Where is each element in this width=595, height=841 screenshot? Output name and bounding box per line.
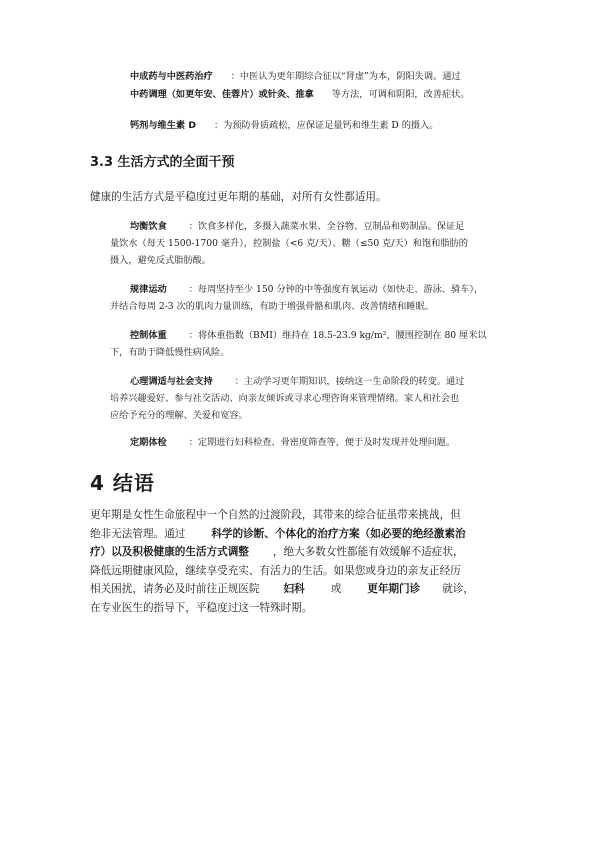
conclusion-text: 绝非无法管理。通过: [90, 527, 186, 540]
weight-label: 控制体重: [130, 330, 167, 341]
conclusion-bold-2: 疗）以及积极健康的生活方式调整: [90, 546, 249, 558]
exercise-line-1: ：每周坚持至少 150 分钟的中等强度有氧运动（如快走、游泳、骑车），: [188, 284, 484, 295]
psych-item: [110, 373, 510, 424]
tcm-item-cont: [130, 86, 470, 103]
section-intro: 健康的生活方式是平稳度过更年期的基础，对所有女性都适用。: [90, 191, 387, 203]
weight-item: [110, 327, 510, 361]
conclusion-line-4: 降低远期健康风险，继续享受充实、有活力的生活。如果您或身边的亲友正经历: [90, 564, 461, 577]
tcm-label: 中成药与中医药治疗: [130, 71, 213, 82]
diet-line-3: 摄入，避免反式脂肪酸。: [110, 255, 212, 266]
diet-label: 均衡饮食: [130, 221, 167, 232]
diet-line-1: ：饮食多样化，多摄入蔬菜水果、全谷物、豆制品和奶制品。保证足: [188, 221, 465, 232]
tcm-item: [130, 68, 461, 85]
conclusion-line-3: [90, 543, 520, 562]
dept-gynecology: 妇科: [283, 583, 305, 595]
diet-item: [110, 218, 510, 269]
calcium-item: [130, 117, 438, 134]
conclusion-bold-1: 科学的诊断、个体化的治疗方案（如必要的绝经激素治: [211, 527, 466, 540]
diet-line-2: 量饮水（每天 1500-1700 毫升），控制盐（<6 克/天）、糖（≤50 克/天）和饱和脂肪的: [110, 238, 468, 249]
calcium-label: 钙剂与维生素 D: [130, 120, 196, 131]
tcm-text: ：中医认为更年期综合征以“肾虚”为本，阴阳失调。通过: [230, 71, 461, 82]
checkup-item: [110, 434, 530, 451]
psych-line-2: 培养兴趣爱好、参与社交活动、向亲友倾诉或寻求心理咨询来管理情绪。家人和社会也: [110, 393, 460, 404]
conclusion-text: 就诊，: [442, 583, 475, 595]
tcm-label-2: 中药调理（如更年安、佳蓉片）或针灸、推拿: [130, 89, 314, 100]
conclusion-text: 相关困扰，请务必及时前往正规医院: [90, 583, 260, 595]
conclusion-line-6: 在专业医生的指导下，平稳度过这一特殊时期。: [90, 601, 313, 614]
psych-line-3: 应给予充分的理解、关爱和宽容。: [110, 410, 248, 421]
calcium-text: ：为预防骨质疏松，应保证足量钙和维生素 D 的摄入。: [213, 120, 439, 131]
conclusion-heading: 4 结语: [90, 471, 155, 495]
weight-line-1: ：将体重指数（BMI）维持在 18.5-23.9 kg/m²，腰围控制在 80 厘米以: [188, 330, 487, 341]
conclusion-line-2: [90, 525, 520, 544]
psych-line-1: ：主动学习更年期知识，接纳这一生命阶段的转变。通过: [234, 376, 465, 387]
checkup-line-1: ：定期进行妇科检查、骨密度筛查等，便于及时发现并处理问题。: [188, 437, 456, 448]
conclusion-text: ，绝大多数女性都能有效缓解不适症状，: [272, 546, 464, 558]
weight-line-2: 下，有助于降低慢性病风险。: [110, 347, 230, 358]
conclusion-text: 或: [330, 583, 342, 595]
exercise-line-2: 并结合每周 2-3 次的肌肉力量训练，有助于增强骨骼和肌肉、改善情绪和睡眠。: [110, 301, 434, 312]
tcm-text-2: 等方法，可调和阴阳，改善症状。: [331, 89, 470, 100]
section-heading: 3.3 生活方式的全面干预: [90, 155, 235, 170]
conclusion-line-5: [90, 580, 520, 599]
exercise-label: 规律运动: [130, 284, 167, 295]
dept-menopause-clinic: 更年期门诊: [367, 583, 421, 595]
psych-label: 心理调适与社会支持: [130, 376, 213, 387]
checkup-label: 定期体检: [130, 437, 167, 448]
conclusion-paragraph: [90, 506, 520, 617]
conclusion-line-1: 更年期是女性生命旅程中一个自然的过渡阶段，其带来的综合征虽带来挑战，但: [90, 509, 461, 521]
exercise-item: [110, 281, 510, 315]
